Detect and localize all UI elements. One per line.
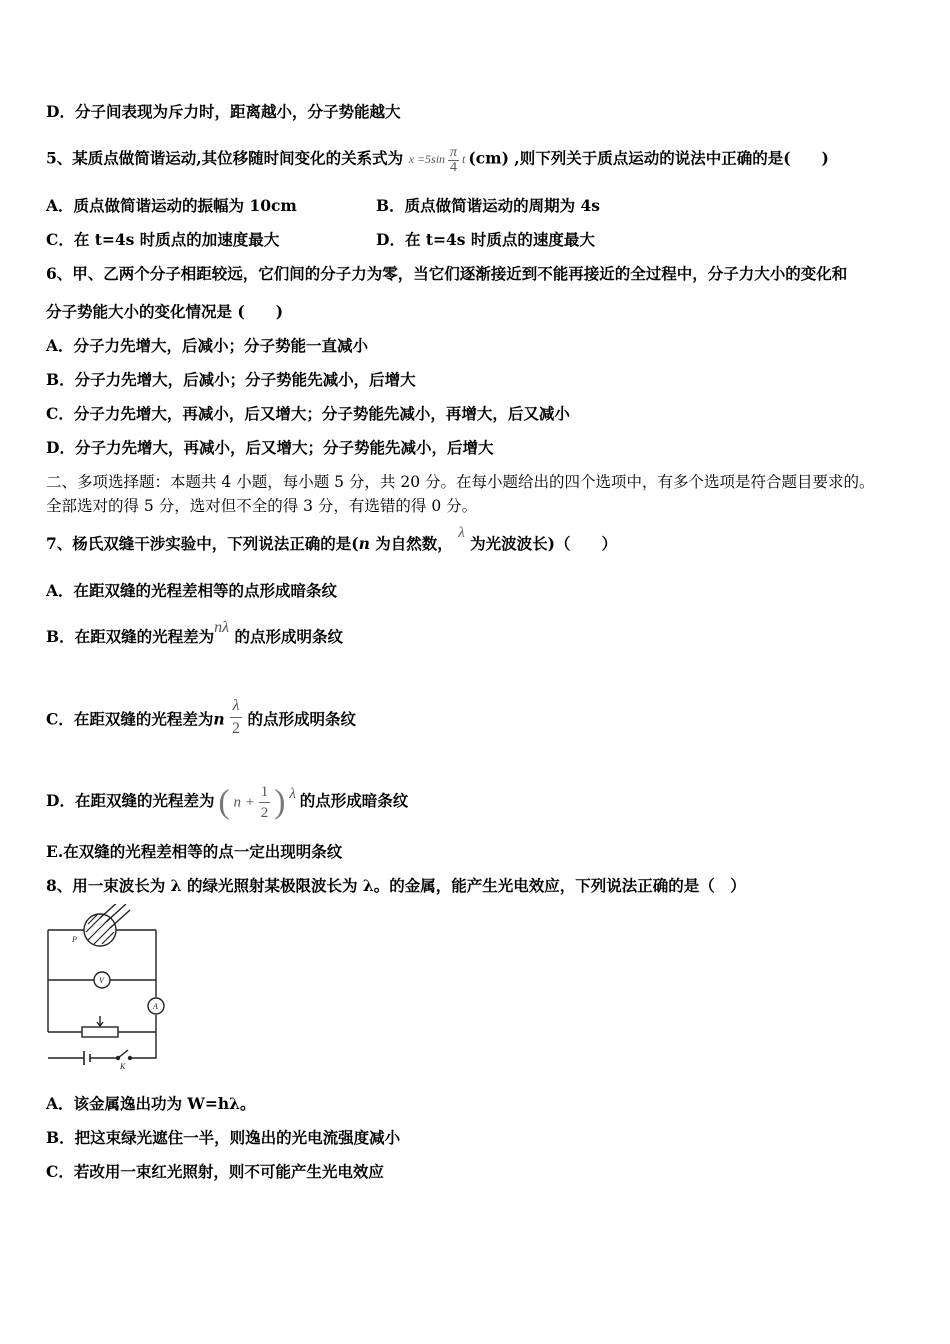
q5-stem	[46, 146, 829, 175]
q5-formula-t: t	[462, 152, 466, 167]
circuit-wire-right	[130, 930, 156, 1058]
q6-option-b: B．分子力先增大，后减小；分子势能先减小，后增大	[46, 370, 416, 389]
q7-option-d-paren-open: (	[218, 783, 230, 821]
q6-stem-line1: 6、甲、乙两个分子相距较远，它们间的分子力为零，当它们逐渐接近到不能再接近的全过程中，分子力大小的变化和	[46, 264, 848, 283]
q5-option-d: D．在 t=4s 时质点的速度最大	[376, 230, 595, 249]
q4-option-d: D．分子间表现为斥力时，距离越小，分子势能越大	[46, 102, 401, 121]
q7-option-b-suffix: 的点形成明条纹	[234, 627, 343, 646]
q7-option-d-n-plus: n +	[233, 794, 255, 811]
q7-option-d-paren-close: )	[274, 783, 286, 821]
q7-option-c-fraction	[230, 695, 242, 740]
q7-option-d-lambda: λ	[289, 786, 296, 803]
rheostat-slider	[97, 1016, 103, 1026]
q7-stem-prefix: 7、杨氏双缝干涉实验中，下列说法正确的是(	[46, 534, 359, 553]
q7-option-b-prefix: B．在距双缝的光程差为	[46, 627, 215, 646]
q8-option-b: B．把这束绿光遮住一半，则逸出的光电流强度减小	[46, 1128, 401, 1147]
label-a: A	[153, 1002, 158, 1011]
q7-option-d-suffix: 的点形成暗条纹	[299, 791, 409, 811]
q8-option-a: A．该金属逸出功为 W=hλ。	[46, 1094, 256, 1113]
q7-option-c-prefix: C．在距双缝的光程差为	[46, 709, 214, 729]
battery	[84, 1051, 90, 1065]
q7-option-b-formula: nλ	[214, 619, 230, 636]
section2-heading-line1: 二、多项选择题：本题共 4 小题，每小题 5 分，共 20 分。在每小题给出的四个选项中，有多个选项是符合题目要求的。	[46, 473, 875, 491]
photoelectric-circuit-diagram	[44, 904, 166, 1072]
q7-stem-suffix: 为光波波长)（ ）	[470, 534, 617, 553]
q6-option-a: A．分子力先增大，后减小；分子势能一直减小	[46, 336, 369, 355]
q7-stem-lambda: λ	[458, 525, 465, 541]
q7-option-d	[46, 782, 408, 823]
q7-option-c-n: n	[213, 709, 225, 729]
section2-heading-line2: 全部选对的得 5 分，选对但不全的得 3 分，有选错的得 0 分。	[46, 497, 478, 515]
q5-stem-prefix: 5、某质点做简谐运动,其位移随时间变化的关系式为	[46, 148, 404, 168]
q7-stem-n: n	[358, 534, 370, 553]
q5-formula	[408, 145, 469, 175]
q7-option-e: E.在双缝的光程差相等的点一定出现明条纹	[46, 842, 343, 861]
q5-stem-suffix: (cm) ,则下列关于质点运动的说法中正确的是( )	[468, 148, 829, 168]
label-p: P	[72, 935, 77, 944]
q5-formula-den: 4	[450, 160, 458, 175]
q7-option-c-num: λ	[230, 695, 242, 718]
label-v: V	[99, 976, 104, 985]
q7-option-c-den: 2	[232, 720, 241, 737]
q5-option-c: C．在 t=4s 时质点的加速度最大	[46, 230, 280, 249]
q7-stem	[46, 525, 617, 556]
q5-option-a: A．质点做简谐运动的振幅为 10cm	[46, 196, 297, 215]
q7-option-d-prefix: D．在距双缝的光程差为	[46, 791, 215, 811]
q7-option-d-den: 2	[260, 805, 269, 821]
q7-option-d-num: 1	[259, 782, 271, 803]
q6-option-c: C．分子力先增大，再减小，后又增大；分子势能先减小，再增大，后又减小	[46, 404, 570, 423]
q7-option-d-formula	[214, 783, 299, 821]
rheostat	[82, 1027, 118, 1037]
q7-stem-mid: 为自然数，	[369, 534, 453, 553]
q8-stem: 8、用一束波长为 λ 的绿光照射某极限波长为 λ。的金属，能产生光电效应，下列说法正确的是（ ）	[46, 876, 746, 895]
q5-option-b: B．质点做简谐运动的周期为 4s	[376, 196, 601, 215]
q7-option-c	[46, 698, 356, 743]
q8-option-c: C．若改用一束红光照射，则不可能产生光电效应	[46, 1162, 384, 1181]
q5-formula-left: x =5sin	[408, 152, 446, 167]
q5-formula-fraction	[448, 146, 459, 175]
q7-option-d-fraction	[259, 782, 271, 823]
q6-stem-line2: 分子势能大小的变化情况是 ( )	[46, 302, 284, 321]
q5-formula-num: π	[450, 145, 458, 160]
q6-option-d: D．分子力先增大，再减小，后又增大；分子势能先减小，后增大	[46, 438, 494, 457]
q7-option-c-suffix: 的点形成明条纹	[247, 709, 356, 729]
label-k: K	[120, 1062, 126, 1071]
q7-option-a: A．在距双缝的光程差相等的点形成暗条纹	[46, 581, 338, 600]
q7-option-b	[46, 619, 343, 649]
